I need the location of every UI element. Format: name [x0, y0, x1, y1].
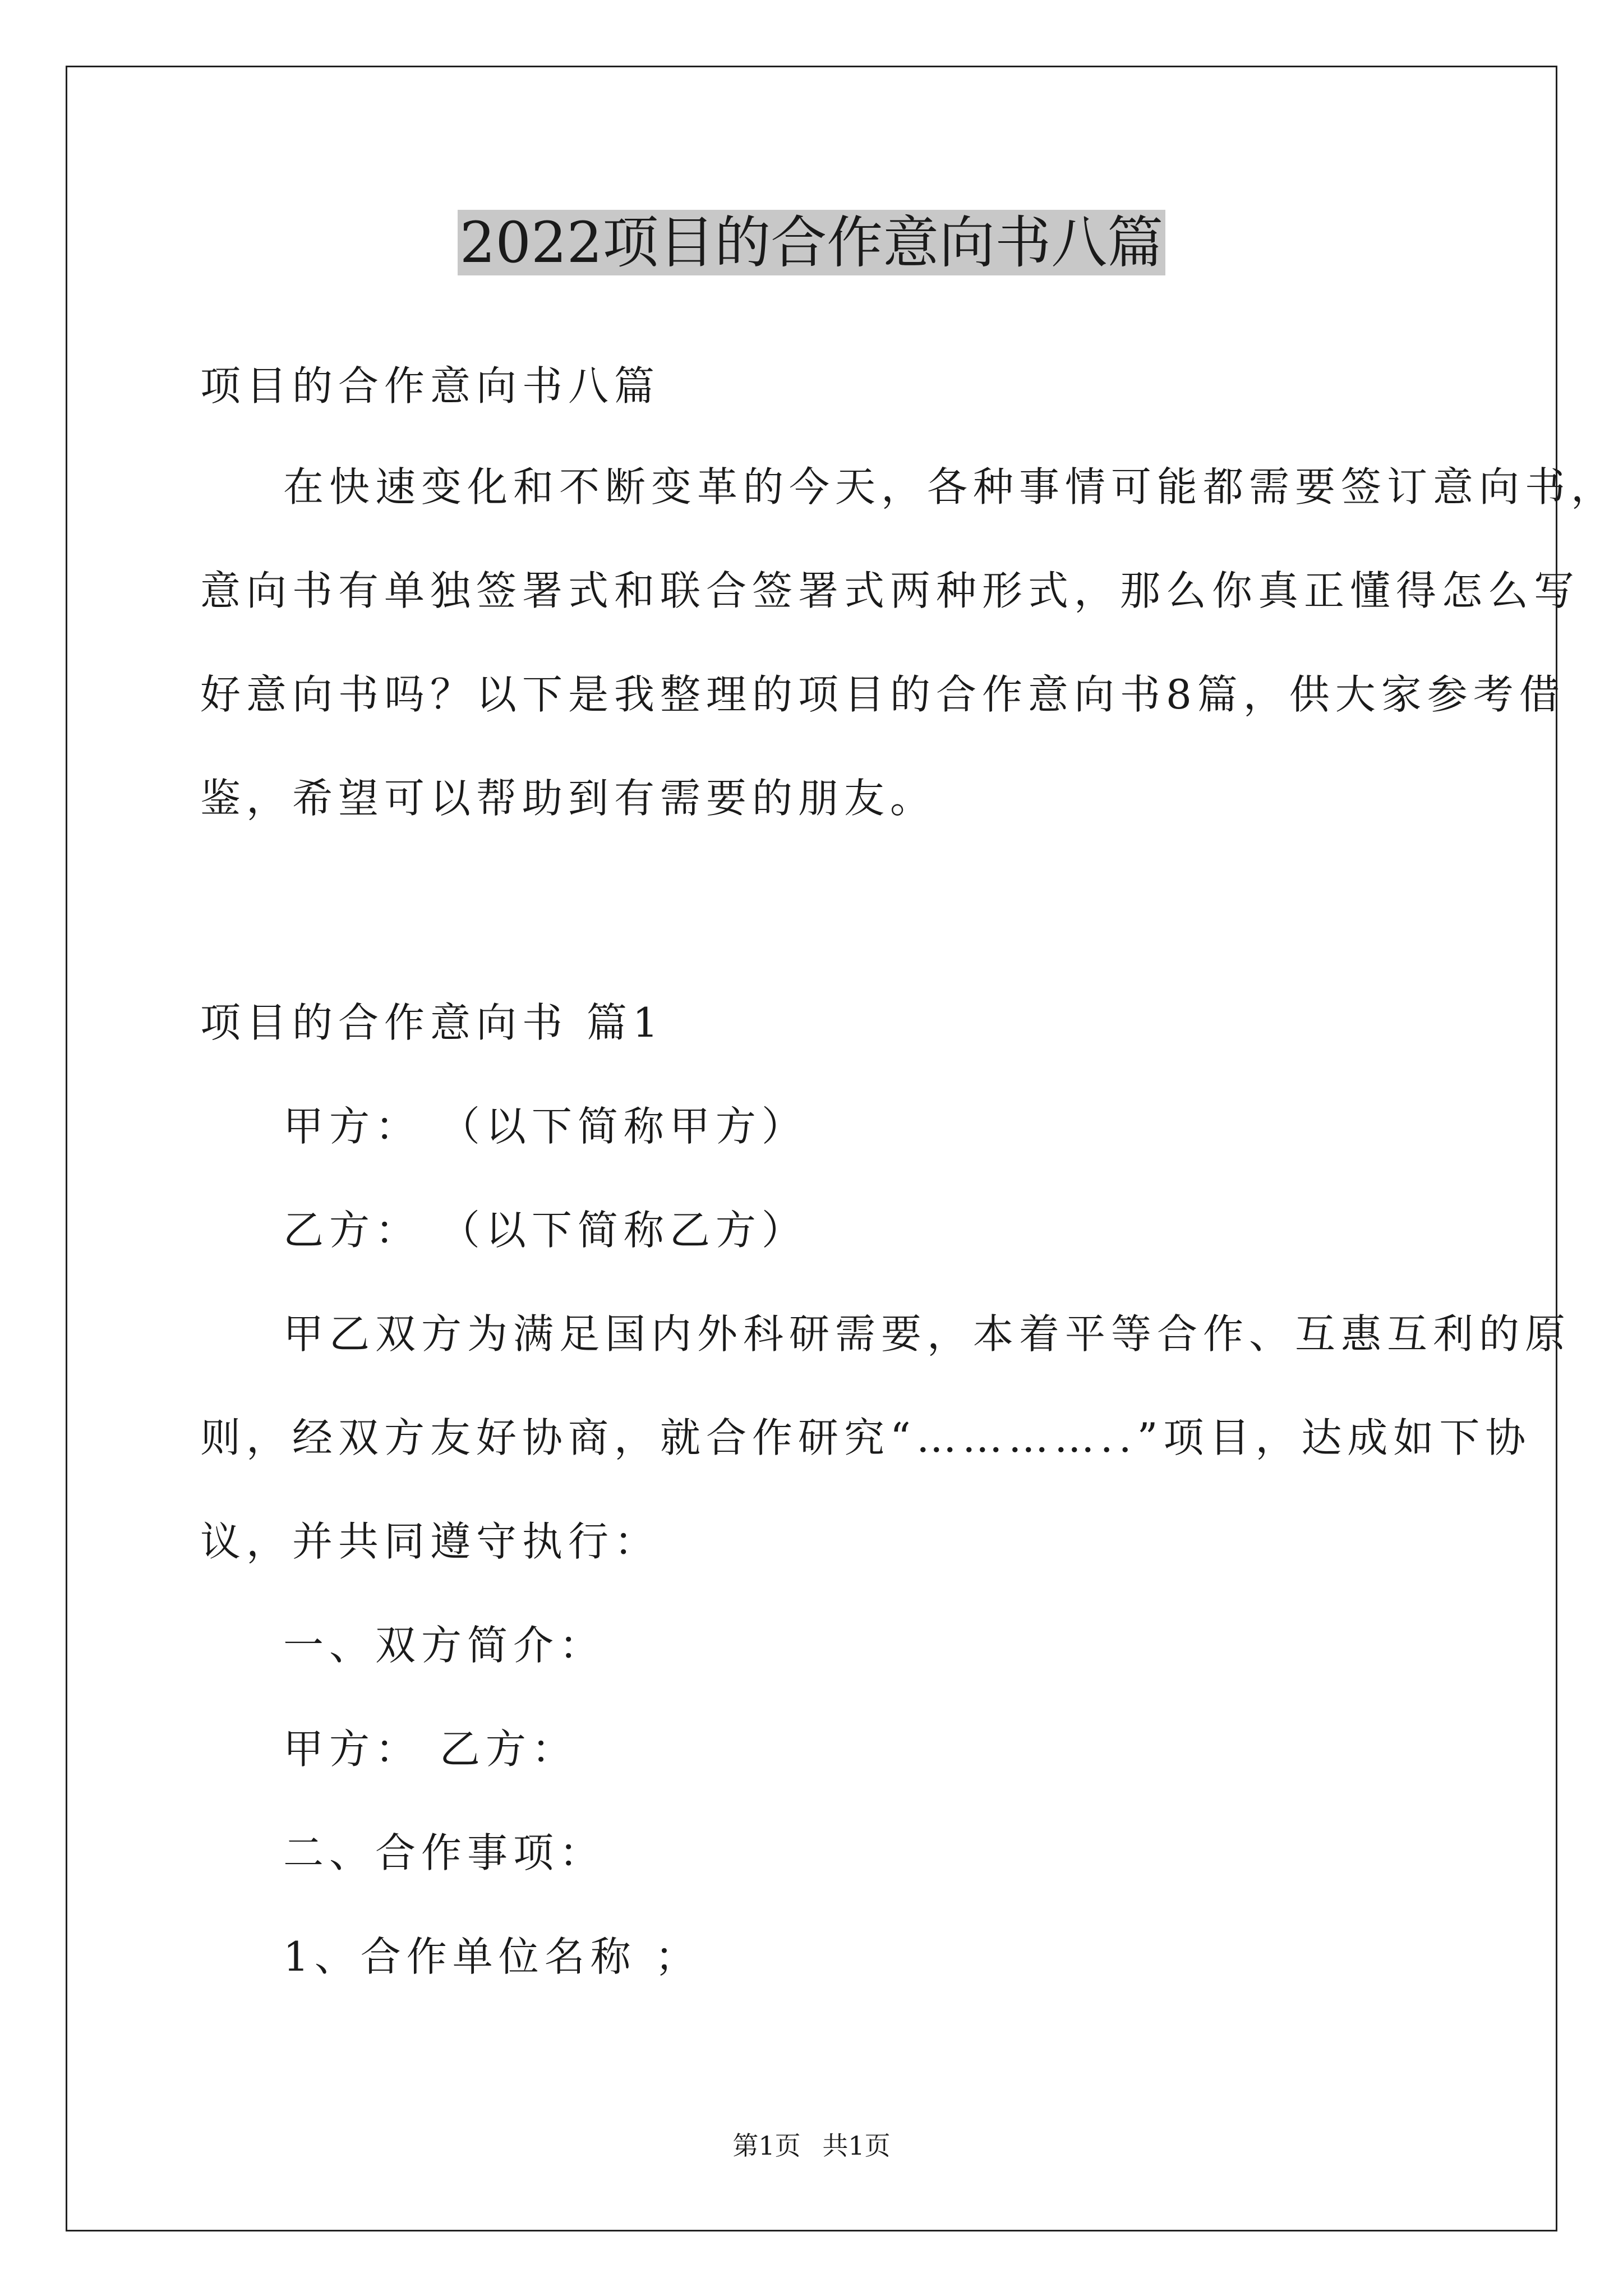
intro-line-4: 鉴，希望可以帮助到有需要的朋友。 [200, 775, 937, 822]
document-title [0, 206, 1623, 279]
page-number: 第1页 [732, 2131, 801, 2161]
intro-line-3: 好意向书吗？以下是我整理的项目的合作意向书8篇，供大家参考借 [200, 671, 1565, 718]
party-a-line: 甲方： （以下简称甲方） [283, 1103, 808, 1150]
subtitle-line: 项目的合作意向书八篇 [200, 362, 661, 409]
clause-1-heading: 一、双方简介： [283, 1622, 606, 1669]
clause-2-heading: 二、合作事项： [283, 1829, 606, 1876]
intro-line-2: 意向书有单独签署式和联合签署式两种形式，那么你真正懂得怎么写 [200, 567, 1580, 614]
intro-line-1: 在快速变化和不断变革的今天，各种事情可能都需要签订意向书， [283, 463, 1617, 510]
agreement-line-2: 则，经双方友好协商，就合作研究“…………..”项目，达成如下协 [200, 1414, 1532, 1461]
page-footer [0, 2129, 1623, 2162]
agreement-line-1: 甲乙双方为满足国内外科研需要，本着平等合作、互惠互利的原 [283, 1310, 1571, 1358]
party-b-line: 乙方： （以下简称乙方） [283, 1207, 808, 1254]
document-title-text: 2022项目的合作意向书八篇 [458, 210, 1166, 275]
clause-2-item-1: 1、合作单位名称 ； [283, 1933, 701, 1980]
agreement-line-3: 议，并共同遵守执行： [200, 1518, 661, 1565]
parties-line: 甲方： 乙方： [283, 1726, 578, 1773]
section-heading: 项目的合作意向书 篇1 [200, 999, 664, 1046]
page-total: 共1页 [822, 2131, 891, 2161]
